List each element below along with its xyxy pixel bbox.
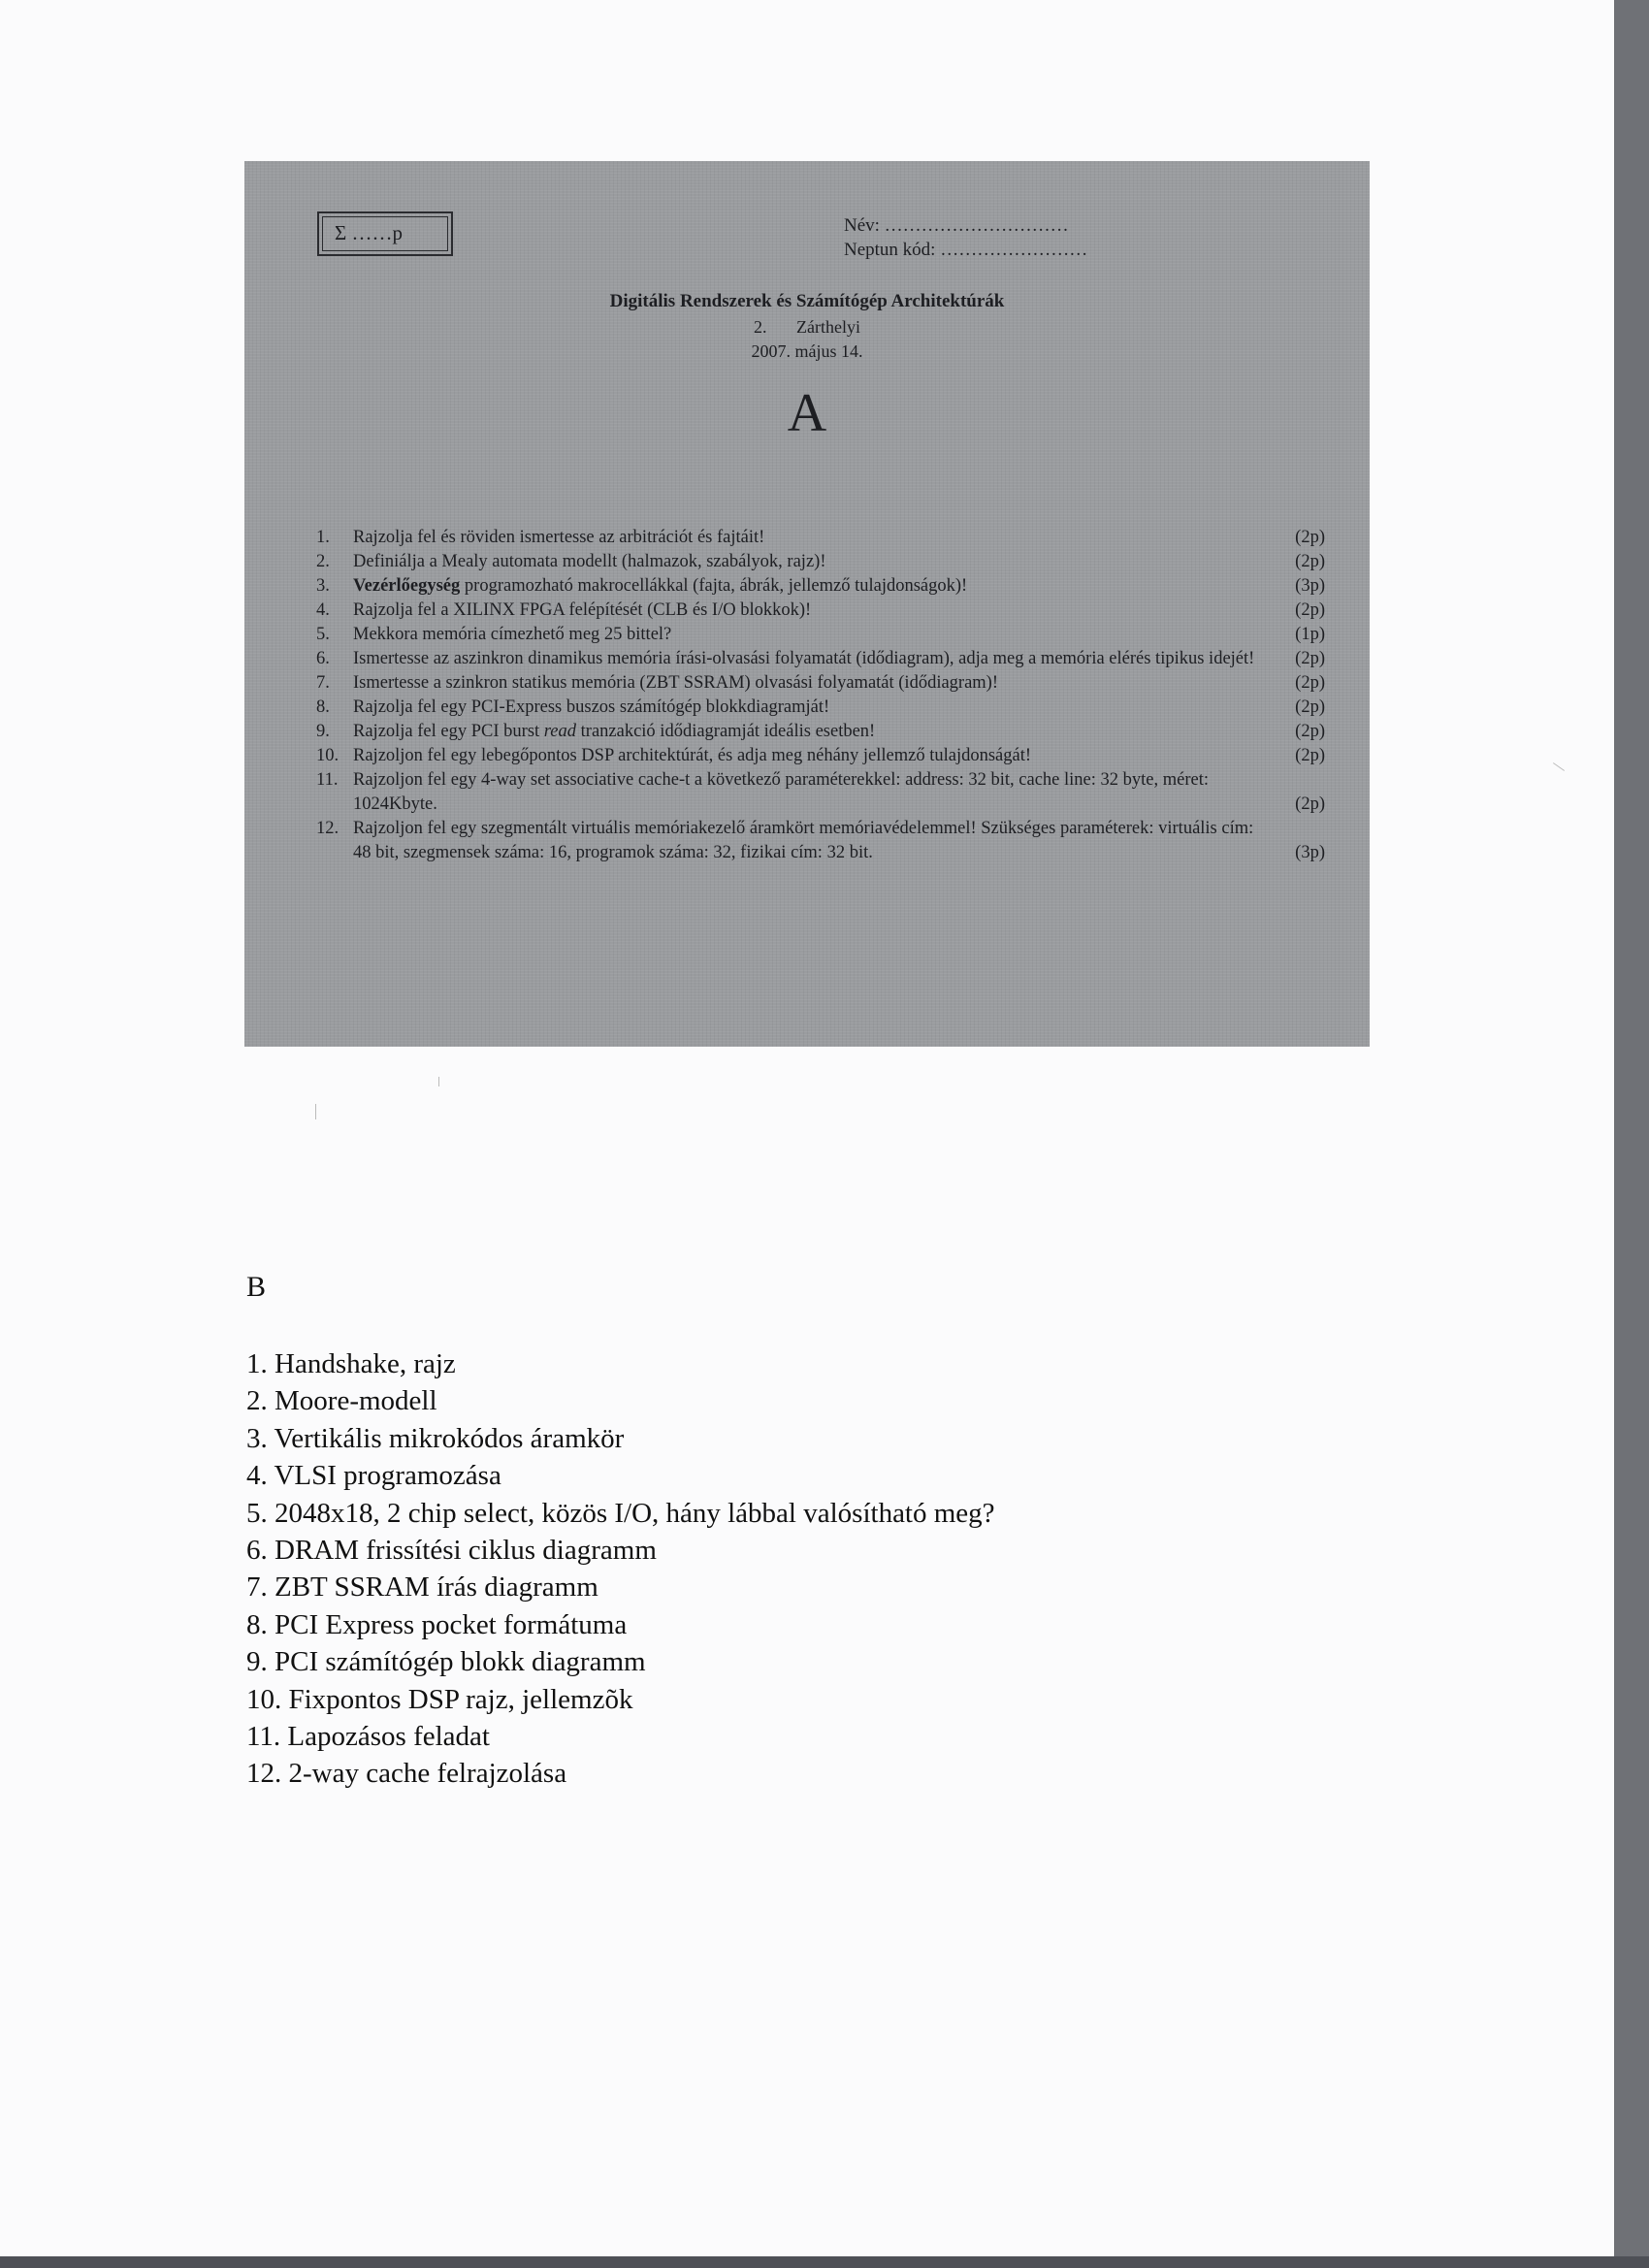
scan-speck [438,1077,439,1086]
question-number: 9. [316,722,330,741]
list-item: 7. ZBT SSRAM írás diagramm [246,1571,598,1604]
question-item [316,720,1325,744]
question-item [316,671,1325,696]
question-points: (2p) [1295,649,1325,668]
question-points: (2p) [1295,746,1325,765]
question-text-start: Rajzolja fel egy PCI burst [353,722,544,741]
question-text: Rajzolja fel és röviden ismertesse az arbitrációt és fajtáit! [353,528,765,547]
question-points: (1p) [1295,625,1325,644]
list-item: 2. Moore-modell [246,1385,437,1417]
question-text [316,720,1325,744]
question-item [316,623,1325,647]
question-number: 11. [316,770,339,790]
scan-speck [1553,762,1565,771]
question-text: Rajzoljon fel egy lebegőpontos DSP architektúrát, és adja meg néhány jellemző tulajdonságát! [353,746,1032,765]
list-item: 5. 2048x18, 2 chip select, közös I/O, hány lábbal valósítható meg? [246,1497,995,1529]
question-item [316,696,1325,720]
question-number: 10. [316,746,340,765]
question-points: (2p) [1295,600,1325,620]
question-points: (2p) [1295,794,1325,814]
question-points: (2p) [1295,673,1325,693]
list-item: 8. PCI Express pocket formátuma [246,1608,628,1640]
question-list [316,526,1325,865]
question-text: Rajzolja fel a XILINX FPGA felépítését (CLB és I/O blokkok)! [353,600,812,620]
question-number: 3. [316,576,330,596]
variant-b-letter: B [246,1271,267,1303]
question-bold-term: Vezérlőegység [353,576,461,596]
question-text: Rajzoljon fel egy szegmentált virtuális memóriakezelő áramkört memóriavédelemmel! Szükséges paraméterek: virtuális cím: 48 bit, szegmensek száma: 16, programok száma: 32, fizikai cím: 32 bit. [353,819,1254,862]
list-item: 9. PCI számítógép blokk diagramm [246,1646,646,1678]
question-text: Definiálja a Mealy automata modellt (halmazok, szabályok, rajz)! [353,552,826,571]
question-item [316,550,1325,574]
question-item [316,768,1325,817]
exam-date: 2007. május 14. [751,341,863,361]
question-points: (2p) [1295,528,1325,547]
question-item [316,599,1325,623]
exam-sheet-photo [244,161,1370,1047]
variant-b-section [246,1271,266,1304]
question-number: 1. [316,528,330,547]
question-item [316,817,1325,865]
question-number: 7. [316,673,330,693]
score-box-inner-border [322,216,448,251]
question-text-rest: programozható makrocellákkal (fajta, ábrák, jellemző tulajdonságok)! [460,576,968,596]
question-italic-term: read [543,722,577,741]
question-points: (3p) [1295,843,1325,862]
question-number: 4. [316,600,330,620]
question-text-rest: tranzakció idődiagramját ideális esetben! [576,722,876,741]
question-points: (2p) [1295,722,1325,741]
list-item: 10. Fixpontos DSP rajz, jellemzõk [246,1683,633,1715]
scan-speck [315,1104,316,1119]
question-item [316,744,1325,768]
question-item [316,526,1325,550]
variant-b-list [246,1345,995,1793]
question-text: Mekkora memória címezhető meg 25 bittel? [353,625,672,644]
question-text: Rajzolja fel egy PCI-Express buszos számítógép blokkdiagramját! [353,697,830,717]
exam-variant-letter: A [787,383,827,443]
question-text: Ismertesse az aszinkron dinamikus memória írási-olvasási folyamatát (idődiagram), adja meg a memória elérés tipikus idejét! [353,649,1255,668]
question-number: 12. [316,819,340,838]
question-text: Rajzoljon fel egy 4-way set associative cache-t a következő paraméterekkel: address: 32 bit, cache line: 32 byte, méret: 1024Kbyte. [353,770,1209,814]
list-item: 1. Handshake, rajz [246,1348,456,1379]
question-item [316,574,1325,599]
question-number: 6. [316,649,330,668]
score-box [317,211,453,256]
question-points: (3p) [1295,576,1325,596]
question-text: Ismertesse a szinkron statikus memória (ZBT SSRAM) olvasási folyamatát (idődiagram)! [353,673,999,693]
list-item: 3. Vertikális mikrokódos áramkör [246,1422,625,1454]
list-item: 12. 2-way cache felrajzolása [246,1758,567,1790]
question-number: 8. [316,697,330,717]
question-points: (2p) [1295,697,1325,717]
question-points: (2p) [1295,552,1325,571]
list-item: 4. VLSI programozása [246,1460,501,1492]
question-text [316,574,1325,599]
name-field-label: Név: ………………………… [844,215,1069,236]
question-item [316,647,1325,671]
question-number: 2. [316,552,330,571]
exam-number: 2. Zárthelyi [754,317,860,337]
list-item: 11. Lapozásos feladat [246,1721,490,1753]
list-item: 6. DRAM frissítési ciklus diagramm [246,1535,657,1567]
course-title: Digitális Rendszerek és Számítógép Architektúrák [609,291,1005,311]
scanner-edge [0,2256,1649,2268]
neptun-code-label: Neptun kód: …………………… [844,240,1088,260]
question-number: 5. [316,625,330,644]
score-box-label: Σ ……p [335,221,403,244]
